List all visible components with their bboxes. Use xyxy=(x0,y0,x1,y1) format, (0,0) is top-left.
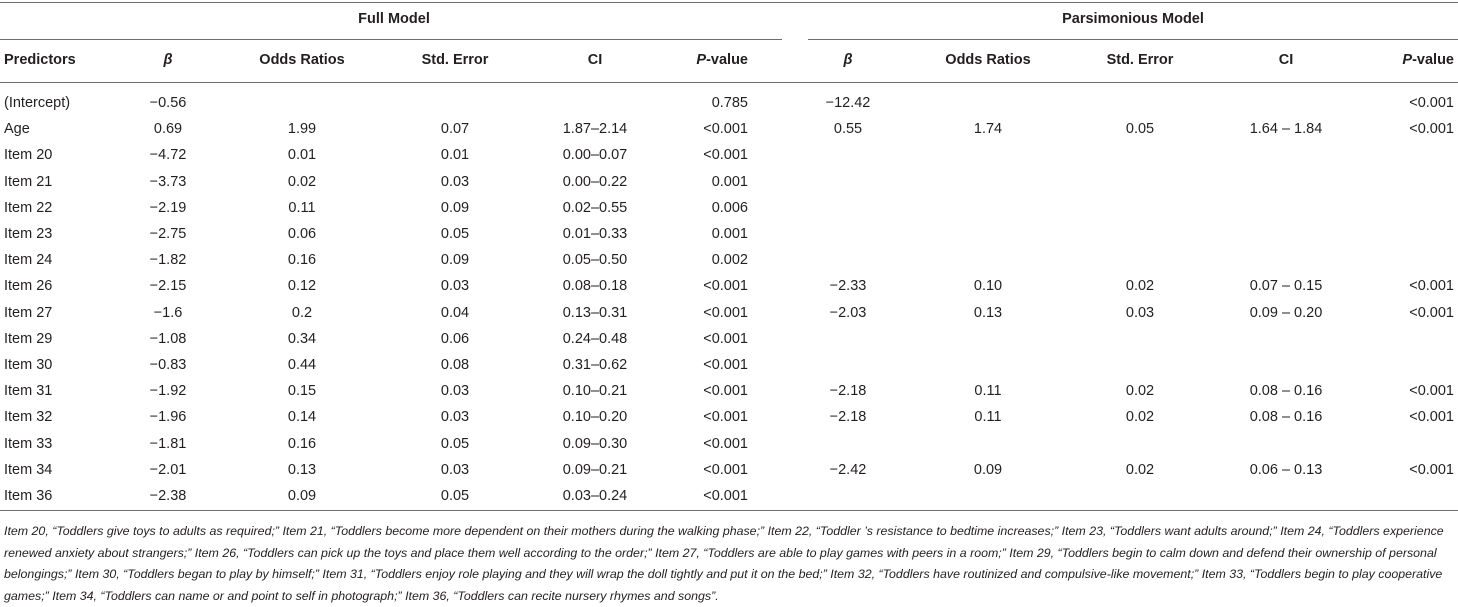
header-pars-odds-ratios: Odds Ratios xyxy=(945,52,1031,68)
full-beta-cell: −0.56 xyxy=(149,95,187,111)
pars-beta-cell: 0.55 xyxy=(833,121,863,138)
pars-odds-ratio-cell: 0.11 xyxy=(974,409,1002,426)
full-odds-ratio-cell: 0.15 xyxy=(287,383,317,400)
full-ci-cell: 0.02–0.55 xyxy=(562,199,628,216)
pars-beta-cell: −2.33 xyxy=(829,278,867,295)
pars-ci-cell: 0.06 – 0.13 xyxy=(1249,461,1323,478)
header-full-ci: CI xyxy=(587,52,603,68)
full-odds-ratio-cell: 0.09 xyxy=(287,488,317,504)
full-p-value-cell: <0.001 xyxy=(703,278,748,295)
pars-beta-cell: −2.42 xyxy=(829,461,867,478)
header-full-beta-symbol: β xyxy=(163,52,173,68)
full-p-value-cell: 0.002 xyxy=(711,252,748,269)
full-ci-cell: 0.00–0.22 xyxy=(562,173,628,190)
full-std-error-cell: 0.05 xyxy=(440,435,470,452)
full-odds-ratio-cell: 0.34 xyxy=(287,330,317,347)
pars-std-error-cell: 0.05 xyxy=(1125,121,1155,138)
table-row xyxy=(0,116,1458,142)
pars-odds-ratio-cell: 0.13 xyxy=(973,304,1003,321)
full-std-error-cell: 0.03 xyxy=(440,409,470,426)
full-std-error-cell: 0.05 xyxy=(440,226,470,242)
pars-p-value-cell: <0.001 xyxy=(1409,278,1454,295)
full-beta-cell: −1.96 xyxy=(149,409,187,426)
pars-ci-cell: 0.09 – 0.20 xyxy=(1249,304,1323,321)
full-beta-cell: −2.19 xyxy=(149,199,187,216)
full-ci-cell: 0.08–0.18 xyxy=(562,278,628,295)
pars-beta-cell: −2.18 xyxy=(829,409,867,426)
full-std-error-cell: 0.07 xyxy=(440,121,470,138)
full-odds-ratio-cell: 0.02 xyxy=(287,173,317,190)
full-std-error-cell: 0.04 xyxy=(440,304,470,321)
full-ci-cell: 0.13–0.31 xyxy=(562,304,628,321)
pars-ci-cell: 1.64 – 1.84 xyxy=(1249,121,1323,138)
full-beta-cell: −2.75 xyxy=(149,226,187,242)
full-p-value-cell: 0.001 xyxy=(711,226,748,242)
pars-std-error-cell: 0.02 xyxy=(1125,409,1155,426)
full-odds-ratio-cell: 0.12 xyxy=(287,278,317,295)
full-std-error-cell: 0.08 xyxy=(440,357,470,373)
full-std-error-cell: 0.01 xyxy=(440,147,470,164)
full-std-error-cell: 0.03 xyxy=(440,173,470,190)
full-odds-ratio-cell: 0.2 xyxy=(291,304,313,321)
predictor-cell: (Intercept) xyxy=(4,95,71,111)
table-row xyxy=(0,483,1458,509)
full-ci-cell: 0.01–0.33 xyxy=(562,226,628,242)
table-row xyxy=(0,247,1458,273)
full-ci-cell: 0.10–0.20 xyxy=(562,409,628,426)
table-row xyxy=(0,195,1458,221)
pars-std-error-cell: 0.03 xyxy=(1125,304,1155,321)
table-row xyxy=(0,169,1458,195)
full-beta-cell: −1.6 xyxy=(153,304,183,321)
header-pars-beta xyxy=(798,52,898,68)
predictor-cell: Age xyxy=(4,121,30,138)
full-beta-cell: −1.82 xyxy=(149,252,187,269)
header-full-p-rest: -value xyxy=(706,52,748,68)
table-row xyxy=(0,90,1458,116)
full-p-value-cell: 0.006 xyxy=(711,199,748,216)
parsimonious-model-underline xyxy=(808,39,1458,40)
pars-p-value-cell: <0.001 xyxy=(1409,383,1454,400)
pars-odds-ratio-cell: 1.74 xyxy=(973,121,1003,138)
header-pars-p-letter: P xyxy=(1402,52,1413,68)
full-odds-ratio-cell: 0.16 xyxy=(287,435,317,452)
predictor-cell: Item 30 xyxy=(4,357,53,373)
full-p-value-cell: <0.001 xyxy=(703,488,748,504)
pars-std-error-cell: 0.02 xyxy=(1125,278,1155,295)
header-full-beta xyxy=(118,52,218,68)
pars-p-value-cell: <0.001 xyxy=(1409,461,1454,478)
full-ci-cell: 1.87–2.14 xyxy=(562,121,628,138)
table-row xyxy=(0,352,1458,378)
pars-std-error-cell: 0.02 xyxy=(1125,383,1155,400)
full-ci-cell: 0.05–0.50 xyxy=(562,252,628,269)
table-row xyxy=(0,457,1458,483)
pars-odds-ratio-cell: 0.09 xyxy=(973,461,1003,478)
predictor-cell: Item 22 xyxy=(4,199,53,216)
table-row xyxy=(0,221,1458,247)
full-ci-cell: 0.03–0.24 xyxy=(562,488,628,504)
predictor-cell: Item 33 xyxy=(4,435,53,452)
full-beta-cell: −2.38 xyxy=(149,488,187,504)
header-full-std-error: Std. Error xyxy=(421,52,489,68)
full-p-value-cell: <0.001 xyxy=(703,330,748,347)
header-pars-ci: CI xyxy=(1278,52,1294,68)
full-beta-cell: 0.69 xyxy=(153,121,183,138)
predictor-cell: Item 27 xyxy=(4,304,53,321)
pars-std-error-cell: 0.02 xyxy=(1125,461,1155,478)
header-pars-p-rest: -value xyxy=(1412,52,1454,68)
full-model-underline xyxy=(0,39,782,40)
full-p-value-cell: <0.001 xyxy=(703,383,748,400)
full-odds-ratio-cell: 0.16 xyxy=(287,252,317,269)
table-row xyxy=(0,142,1458,168)
predictor-cell: Item 32 xyxy=(4,409,53,426)
full-std-error-cell: 0.05 xyxy=(440,488,470,504)
table-row xyxy=(0,273,1458,299)
full-p-value-cell: 0.785 xyxy=(711,95,748,111)
full-beta-cell: −1.81 xyxy=(149,435,187,452)
full-p-value-cell: <0.001 xyxy=(703,121,748,138)
full-odds-ratio-cell: 1.99 xyxy=(287,121,317,138)
predictor-cell: Item 31 xyxy=(4,383,53,400)
full-beta-cell: −1.92 xyxy=(149,383,187,400)
pars-p-value-cell: <0.001 xyxy=(1409,409,1454,426)
full-p-value-cell: <0.001 xyxy=(703,435,748,452)
table-row xyxy=(0,431,1458,457)
pars-p-value-cell: <0.001 xyxy=(1409,304,1454,321)
full-beta-cell: −4.72 xyxy=(149,147,187,164)
predictor-cell: Item 23 xyxy=(4,226,53,242)
top-rule xyxy=(0,2,1458,3)
full-ci-cell: 0.00–0.07 xyxy=(562,147,628,164)
full-p-value-cell: <0.001 xyxy=(703,357,748,373)
full-p-value-cell: <0.001 xyxy=(703,461,748,478)
full-beta-cell: −0.83 xyxy=(149,357,187,373)
pars-beta-cell: −2.03 xyxy=(829,304,867,321)
header-predictors: Predictors xyxy=(4,52,76,68)
header-full-p-value xyxy=(696,52,748,68)
full-ci-cell: 0.31–0.62 xyxy=(562,357,628,373)
full-p-value-cell: 0.001 xyxy=(711,173,748,190)
full-p-value-cell: <0.001 xyxy=(703,147,748,164)
header-rule xyxy=(0,82,1458,83)
predictor-cell: Item 24 xyxy=(4,252,53,269)
pars-odds-ratio-cell: 0.11 xyxy=(974,383,1002,400)
pars-p-value-cell: <0.001 xyxy=(1409,95,1454,111)
full-odds-ratio-cell: 0.06 xyxy=(287,226,317,242)
predictor-cell: Item 26 xyxy=(4,278,53,295)
pars-odds-ratio-cell: 0.10 xyxy=(973,278,1003,295)
full-odds-ratio-cell: 0.11 xyxy=(288,199,316,216)
bottom-rule xyxy=(0,510,1458,511)
pars-ci-cell: 0.08 – 0.16 xyxy=(1249,383,1323,400)
table-row xyxy=(0,326,1458,352)
table-row xyxy=(0,404,1458,430)
full-std-error-cell: 0.09 xyxy=(440,252,470,269)
full-std-error-cell: 0.06 xyxy=(440,330,470,347)
full-p-value-cell: <0.001 xyxy=(703,409,748,426)
predictor-cell: Item 34 xyxy=(4,461,53,478)
full-ci-cell: 0.09–0.30 xyxy=(562,435,628,452)
header-pars-std-error: Std. Error xyxy=(1106,52,1174,68)
header-full-odds-ratios: Odds Ratios xyxy=(259,52,345,68)
full-std-error-cell: 0.03 xyxy=(440,278,470,295)
table-row xyxy=(0,378,1458,404)
full-beta-cell: −1.08 xyxy=(149,330,187,347)
full-std-error-cell: 0.09 xyxy=(440,199,470,216)
predictor-cell: Item 36 xyxy=(4,488,53,504)
pars-beta-cell: −2.18 xyxy=(829,383,867,400)
predictor-cell: Item 21 xyxy=(4,173,53,190)
header-pars-p-value xyxy=(1402,52,1454,68)
full-odds-ratio-cell: 0.01 xyxy=(287,147,317,164)
full-ci-cell: 0.24–0.48 xyxy=(562,330,628,347)
full-beta-cell: −2.01 xyxy=(149,461,187,478)
table-footnote: Item 20, “Toddlers give toys to adults as required;” Item 21, “Toddlers become more dependent on their mothers during the walking phase;” Item 22, “Toddler ’s resistance to bedtime increases;” Item 23, “Toddlers want adults around;” Item 24, “Toddlers experience renewed anxiety about strangers;” Item 26, “Toddlers can pick up the toys and place them well according to the order;” Item 27, “Toddlers are able to play games with peers in a room;” Item 29, “Toddlers begin to calm down and defend their ownership of personal belongings;” Item 30, “Toddlers began to play by himself;” Item 31, “Toddlers enjoy role playing and they will wrap the doll tightly and put it on the bed;” Item 32, “Toddlers have routinized and compulsive-like movement;” Item 33, “Toddlers begin to play cooperative games;” Item 34, “Toddlers can name or and point to self in photograph;” Item 36, “Toddlers can recite nursery rhymes and songs”. xyxy=(4,524,1444,603)
header-full-p-letter: P xyxy=(696,52,707,68)
pars-ci-cell: 0.07 – 0.15 xyxy=(1249,278,1323,295)
full-beta-cell: −2.15 xyxy=(149,278,187,295)
full-beta-cell: −3.73 xyxy=(149,173,187,190)
full-odds-ratio-cell: 0.14 xyxy=(287,409,317,426)
pars-beta-cell: −12.42 xyxy=(825,95,871,111)
full-model-title: Full Model xyxy=(358,11,430,27)
header-pars-beta-symbol: β xyxy=(843,52,853,68)
parsimonious-model-title: Parsimonious Model xyxy=(1062,11,1204,27)
full-std-error-cell: 0.03 xyxy=(440,461,470,478)
full-ci-cell: 0.10–0.21 xyxy=(562,383,628,400)
predictor-cell: Item 29 xyxy=(4,330,53,347)
full-p-value-cell: <0.001 xyxy=(703,304,748,321)
full-odds-ratio-cell: 0.44 xyxy=(287,357,317,373)
pars-p-value-cell: <0.001 xyxy=(1409,121,1454,138)
pars-ci-cell: 0.08 – 0.16 xyxy=(1249,409,1323,426)
table-row xyxy=(0,300,1458,326)
predictor-cell: Item 20 xyxy=(4,147,53,164)
full-odds-ratio-cell: 0.13 xyxy=(287,461,317,478)
full-std-error-cell: 0.03 xyxy=(440,383,470,400)
full-ci-cell: 0.09–0.21 xyxy=(562,461,628,478)
